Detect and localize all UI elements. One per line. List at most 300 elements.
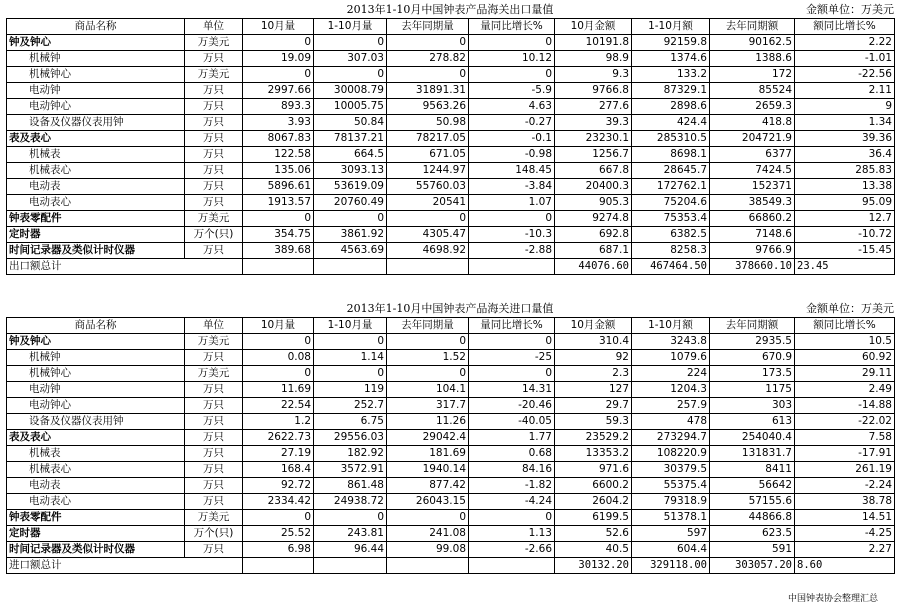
value-cell: 78137.21 <box>314 131 387 147</box>
value-cell: 3861.92 <box>314 227 387 243</box>
value-cell: 172762.1 <box>632 179 710 195</box>
value-cell: 38.78 <box>795 494 895 510</box>
value-cell: 22.54 <box>243 398 314 414</box>
item-unit: 万只 <box>185 99 243 115</box>
export-title-bar <box>0 2 900 18</box>
value-cell: 50.84 <box>314 115 387 131</box>
value-cell: 261.19 <box>795 462 895 478</box>
value-cell: 0 <box>387 67 469 83</box>
table-row <box>7 211 895 227</box>
value-cell: -2.88 <box>469 243 555 259</box>
value-cell: 317.7 <box>387 398 469 414</box>
value-cell: 9766.8 <box>555 83 632 99</box>
value-cell: 31891.31 <box>387 83 469 99</box>
value-cell: 0 <box>314 211 387 227</box>
column-header: 1-10月量 <box>314 318 387 334</box>
value-cell: 257.9 <box>632 398 710 414</box>
value-cell: 133.2 <box>632 67 710 83</box>
value-cell: 664.5 <box>314 147 387 163</box>
total-value: 329118.00 <box>632 558 710 574</box>
value-cell: 9 <box>795 99 895 115</box>
value-cell: 6.75 <box>314 414 387 430</box>
value-cell: 75353.4 <box>632 211 710 227</box>
column-header: 1-10月额 <box>632 19 710 35</box>
value-cell: 243.81 <box>314 526 387 542</box>
item-unit: 万美元 <box>185 334 243 350</box>
column-header: 10月金额 <box>555 19 632 35</box>
value-cell: 0 <box>314 510 387 526</box>
item-unit: 万个(只) <box>185 526 243 542</box>
value-cell: -14.88 <box>795 398 895 414</box>
item-name: 电动表心 <box>7 494 185 510</box>
value-cell: 122.58 <box>243 147 314 163</box>
table-row <box>7 350 895 366</box>
item-name: 机械表心 <box>7 163 185 179</box>
item-name: 机械钟 <box>7 51 185 67</box>
value-cell: 0 <box>243 35 314 51</box>
column-header: 去年同期量 <box>387 19 469 35</box>
value-cell: 84.16 <box>469 462 555 478</box>
item-name: 机械表 <box>7 147 185 163</box>
value-cell: 252.7 <box>314 398 387 414</box>
item-name: 电动表 <box>7 179 185 195</box>
item-name: 电动钟心 <box>7 99 185 115</box>
table-row <box>7 227 895 243</box>
value-cell: 13353.2 <box>555 446 632 462</box>
table-row <box>7 334 895 350</box>
value-cell: 2.27 <box>795 542 895 558</box>
value-cell: 877.42 <box>387 478 469 494</box>
table-row <box>7 163 895 179</box>
value-cell: 56642 <box>710 478 795 494</box>
value-cell: 7.58 <box>795 430 895 446</box>
value-cell: 273294.7 <box>632 430 710 446</box>
column-header: 去年同期额 <box>710 19 795 35</box>
value-cell: 95.09 <box>795 195 895 211</box>
table-row <box>7 243 895 259</box>
table-row <box>7 366 895 382</box>
value-cell: 0 <box>469 211 555 227</box>
value-cell: 10.12 <box>469 51 555 67</box>
value-cell: 2604.2 <box>555 494 632 510</box>
value-cell: -1.82 <box>469 478 555 494</box>
value-cell: 10.5 <box>795 334 895 350</box>
value-cell: 1913.57 <box>243 195 314 211</box>
value-cell: 44866.8 <box>710 510 795 526</box>
item-unit: 万只 <box>185 163 243 179</box>
value-cell: 51378.1 <box>632 510 710 526</box>
value-cell: 55375.4 <box>632 478 710 494</box>
empty-cell <box>314 259 387 275</box>
column-header: 单位 <box>185 19 243 35</box>
item-unit: 万只 <box>185 83 243 99</box>
value-cell: 9.3 <box>555 67 632 83</box>
value-cell: 108220.9 <box>632 446 710 462</box>
value-cell: -22.02 <box>795 414 895 430</box>
item-name: 表及表心 <box>7 430 185 446</box>
value-cell: 0 <box>387 35 469 51</box>
value-cell: 23529.2 <box>555 430 632 446</box>
value-cell: 285.83 <box>795 163 895 179</box>
value-cell: 0.08 <box>243 350 314 366</box>
total-row <box>7 259 895 275</box>
value-cell: 92 <box>555 350 632 366</box>
value-cell: 307.03 <box>314 51 387 67</box>
item-name: 机械钟心 <box>7 366 185 382</box>
item-unit: 万美元 <box>185 366 243 382</box>
value-cell: 6377 <box>710 147 795 163</box>
value-cell: 278.82 <box>387 51 469 67</box>
value-cell: 1204.3 <box>632 382 710 398</box>
value-cell: 11.26 <box>387 414 469 430</box>
value-cell: 1.14 <box>314 350 387 366</box>
value-cell: 104.1 <box>387 382 469 398</box>
item-unit: 万只 <box>185 195 243 211</box>
value-cell: 591 <box>710 542 795 558</box>
item-name: 钟表零配件 <box>7 510 185 526</box>
value-cell: -4.25 <box>795 526 895 542</box>
value-cell: -4.24 <box>469 494 555 510</box>
table-row <box>7 382 895 398</box>
value-cell: 8411 <box>710 462 795 478</box>
value-cell: -17.91 <box>795 446 895 462</box>
value-cell: 9766.9 <box>710 243 795 259</box>
value-cell: 181.69 <box>387 446 469 462</box>
value-cell: 971.6 <box>555 462 632 478</box>
value-cell: 39.3 <box>555 115 632 131</box>
column-header: 10月金额 <box>555 318 632 334</box>
value-cell: 6.98 <box>243 542 314 558</box>
value-cell: 87329.1 <box>632 83 710 99</box>
total-row <box>7 558 895 574</box>
item-name: 电动表心 <box>7 195 185 211</box>
total-label: 出口额总计 <box>7 259 243 275</box>
value-cell: 893.3 <box>243 99 314 115</box>
total-value: 467464.50 <box>632 259 710 275</box>
value-cell: 2.3 <box>555 366 632 382</box>
table-row <box>7 446 895 462</box>
item-name: 定时器 <box>7 526 185 542</box>
value-cell: 604.4 <box>632 542 710 558</box>
value-cell: -25 <box>469 350 555 366</box>
total-value: 23.45 <box>795 259 895 275</box>
table-row <box>7 51 895 67</box>
value-cell: 0 <box>243 67 314 83</box>
table-row <box>7 398 895 414</box>
value-cell: 303 <box>710 398 795 414</box>
total-label: 进口额总计 <box>7 558 243 574</box>
value-cell: 50.98 <box>387 115 469 131</box>
value-cell: 119 <box>314 382 387 398</box>
value-cell: 55760.03 <box>387 179 469 195</box>
item-unit: 万只 <box>185 494 243 510</box>
value-cell: 14.31 <box>469 382 555 398</box>
value-cell: -10.72 <box>795 227 895 243</box>
value-cell: 597 <box>632 526 710 542</box>
value-cell: 1079.6 <box>632 350 710 366</box>
value-cell: 0 <box>469 366 555 382</box>
value-cell: 0 <box>387 510 469 526</box>
value-cell: 98.9 <box>555 51 632 67</box>
item-unit: 万只 <box>185 446 243 462</box>
import-title: 2013年1-10月中国钟表产品海关进口量值 <box>346 302 554 315</box>
value-cell: 6600.2 <box>555 478 632 494</box>
value-cell: 1.52 <box>387 350 469 366</box>
item-name: 定时器 <box>7 227 185 243</box>
empty-cell <box>387 259 469 275</box>
value-cell: 148.45 <box>469 163 555 179</box>
value-cell: 905.3 <box>555 195 632 211</box>
item-name: 时间记录器及类似计时仪器 <box>7 542 185 558</box>
value-cell: 92.72 <box>243 478 314 494</box>
value-cell: 2997.66 <box>243 83 314 99</box>
value-cell: 127 <box>555 382 632 398</box>
value-cell: 29.7 <box>555 398 632 414</box>
item-unit: 万只 <box>185 382 243 398</box>
value-cell: 1.2 <box>243 414 314 430</box>
value-cell: 131831.7 <box>710 446 795 462</box>
value-cell: 3243.8 <box>632 334 710 350</box>
item-unit: 万美元 <box>185 211 243 227</box>
value-cell: 1256.7 <box>555 147 632 163</box>
value-cell: 182.92 <box>314 446 387 462</box>
value-cell: -20.46 <box>469 398 555 414</box>
value-cell: 23230.1 <box>555 131 632 147</box>
column-header: 额同比增长% <box>795 318 895 334</box>
value-cell: 172 <box>710 67 795 83</box>
value-cell: 424.4 <box>632 115 710 131</box>
value-cell: 20760.49 <box>314 195 387 211</box>
empty-cell <box>469 558 555 574</box>
value-cell: 2.49 <box>795 382 895 398</box>
table-row <box>7 494 895 510</box>
empty-cell <box>243 259 314 275</box>
item-name: 电动钟心 <box>7 398 185 414</box>
value-cell: 20541 <box>387 195 469 211</box>
value-cell: 11.69 <box>243 382 314 398</box>
value-cell: 26043.15 <box>387 494 469 510</box>
value-cell: 310.4 <box>555 334 632 350</box>
item-name: 机械钟 <box>7 350 185 366</box>
value-cell: 277.6 <box>555 99 632 115</box>
value-cell: -40.05 <box>469 414 555 430</box>
value-cell: 78217.05 <box>387 131 469 147</box>
value-cell: 3093.13 <box>314 163 387 179</box>
value-cell: 13.38 <box>795 179 895 195</box>
value-cell: 478 <box>632 414 710 430</box>
value-cell: 224 <box>632 366 710 382</box>
table-row <box>7 99 895 115</box>
value-cell: 1374.6 <box>632 51 710 67</box>
value-cell: 40.5 <box>555 542 632 558</box>
value-cell: -15.45 <box>795 243 895 259</box>
value-cell: 6382.5 <box>632 227 710 243</box>
column-header: 量同比增长% <box>469 318 555 334</box>
empty-cell <box>387 558 469 574</box>
item-name: 钟表零配件 <box>7 211 185 227</box>
value-cell: 5896.61 <box>243 179 314 195</box>
value-cell: 3.93 <box>243 115 314 131</box>
item-name: 电动表 <box>7 478 185 494</box>
table-row <box>7 414 895 430</box>
column-header: 单位 <box>185 318 243 334</box>
value-cell: 241.08 <box>387 526 469 542</box>
item-unit: 万只 <box>185 542 243 558</box>
column-header: 去年同期额 <box>710 318 795 334</box>
value-cell: 0 <box>243 211 314 227</box>
export-unit-label: 金额单位：万美元 <box>806 3 894 16</box>
import-unit-label: 金额单位：万美元 <box>806 302 894 315</box>
item-unit: 万只 <box>185 462 243 478</box>
empty-cell <box>314 558 387 574</box>
table-row <box>7 131 895 147</box>
item-name: 设备及仪器仪表用钟 <box>7 414 185 430</box>
value-cell: 1244.97 <box>387 163 469 179</box>
footer-note: 中国钟表协会整理汇总 <box>787 594 878 604</box>
value-cell: 418.8 <box>710 115 795 131</box>
value-cell: 2898.6 <box>632 99 710 115</box>
value-cell: 0 <box>469 67 555 83</box>
value-cell: 12.7 <box>795 211 895 227</box>
value-cell: 1388.6 <box>710 51 795 67</box>
column-header: 1-10月额 <box>632 318 710 334</box>
value-cell: 20400.3 <box>555 179 632 195</box>
value-cell: 0 <box>469 334 555 350</box>
value-cell: 0 <box>314 334 387 350</box>
value-cell: 24938.72 <box>314 494 387 510</box>
value-cell: 667.8 <box>555 163 632 179</box>
value-cell: 2659.3 <box>710 99 795 115</box>
value-cell: 254040.4 <box>710 430 795 446</box>
value-cell: 204721.9 <box>710 131 795 147</box>
value-cell: 10005.75 <box>314 99 387 115</box>
value-cell: -2.66 <box>469 542 555 558</box>
value-cell: 1.34 <box>795 115 895 131</box>
value-cell: 692.8 <box>555 227 632 243</box>
header-row <box>7 19 895 35</box>
column-header: 商品名称 <box>7 19 185 35</box>
value-cell: 613 <box>710 414 795 430</box>
table-row <box>7 430 895 446</box>
value-cell: 10191.8 <box>555 35 632 51</box>
value-cell: 0 <box>387 334 469 350</box>
value-cell: 28645.7 <box>632 163 710 179</box>
value-cell: 0 <box>243 366 314 382</box>
value-cell: 0 <box>469 510 555 526</box>
table-row <box>7 35 895 51</box>
value-cell: -0.27 <box>469 115 555 131</box>
item-name: 表及表心 <box>7 131 185 147</box>
item-name: 机械表 <box>7 446 185 462</box>
column-header: 10月量 <box>243 318 314 334</box>
value-cell: 6199.5 <box>555 510 632 526</box>
value-cell: 3572.91 <box>314 462 387 478</box>
column-header: 1-10月量 <box>314 19 387 35</box>
table-row <box>7 179 895 195</box>
total-value: 303057.20 <box>710 558 795 574</box>
value-cell: 29556.03 <box>314 430 387 446</box>
item-unit: 万只 <box>185 131 243 147</box>
value-cell: -2.24 <box>795 478 895 494</box>
value-cell: 1.13 <box>469 526 555 542</box>
value-cell: 30008.79 <box>314 83 387 99</box>
import-table <box>6 317 895 574</box>
column-header: 10月量 <box>243 19 314 35</box>
value-cell: 623.5 <box>710 526 795 542</box>
value-cell: -3.84 <box>469 179 555 195</box>
value-cell: 57155.6 <box>710 494 795 510</box>
value-cell: 75204.6 <box>632 195 710 211</box>
value-cell: 14.51 <box>795 510 895 526</box>
value-cell: 173.5 <box>710 366 795 382</box>
value-cell: 1940.14 <box>387 462 469 478</box>
column-header: 商品名称 <box>7 318 185 334</box>
item-unit: 万只 <box>185 51 243 67</box>
value-cell: 285310.5 <box>632 131 710 147</box>
value-cell: 66860.2 <box>710 211 795 227</box>
value-cell: 9563.26 <box>387 99 469 115</box>
item-name: 时间记录器及类似计时仪器 <box>7 243 185 259</box>
total-value: 30132.20 <box>555 558 632 574</box>
item-unit: 万只 <box>185 115 243 131</box>
value-cell: -1.01 <box>795 51 895 67</box>
item-name: 机械表心 <box>7 462 185 478</box>
item-unit: 万只 <box>185 179 243 195</box>
value-cell: 27.19 <box>243 446 314 462</box>
total-value: 44076.60 <box>555 259 632 275</box>
value-cell: 0 <box>314 67 387 83</box>
header-row <box>7 318 895 334</box>
item-unit: 万只 <box>185 478 243 494</box>
value-cell: 0 <box>387 211 469 227</box>
table-row <box>7 195 895 211</box>
value-cell: 2.22 <box>795 35 895 51</box>
value-cell: 25.52 <box>243 526 314 542</box>
value-cell: 29.11 <box>795 366 895 382</box>
value-cell: 7148.6 <box>710 227 795 243</box>
table-row <box>7 462 895 478</box>
value-cell: 670.9 <box>710 350 795 366</box>
value-cell: 8258.3 <box>632 243 710 259</box>
value-cell: 1.07 <box>469 195 555 211</box>
value-cell: 92159.8 <box>632 35 710 51</box>
value-cell: 152371 <box>710 179 795 195</box>
column-header: 额同比增长% <box>795 19 895 35</box>
value-cell: -5.9 <box>469 83 555 99</box>
item-name: 机械钟心 <box>7 67 185 83</box>
total-value: 8.60 <box>795 558 895 574</box>
value-cell: 99.08 <box>387 542 469 558</box>
empty-cell <box>469 259 555 275</box>
item-unit: 万只 <box>185 398 243 414</box>
value-cell: 354.75 <box>243 227 314 243</box>
export-table <box>6 18 895 275</box>
value-cell: 4563.69 <box>314 243 387 259</box>
item-name: 设备及仪器仪表用钟 <box>7 115 185 131</box>
value-cell: 2334.42 <box>243 494 314 510</box>
value-cell: 9274.8 <box>555 211 632 227</box>
value-cell: 1.77 <box>469 430 555 446</box>
value-cell: -0.98 <box>469 147 555 163</box>
column-header: 量同比增长% <box>469 19 555 35</box>
value-cell: -10.3 <box>469 227 555 243</box>
table-row <box>7 83 895 99</box>
value-cell: 671.05 <box>387 147 469 163</box>
value-cell: 59.3 <box>555 414 632 430</box>
value-cell: -22.56 <box>795 67 895 83</box>
value-cell: 861.48 <box>314 478 387 494</box>
item-name: 电动钟 <box>7 382 185 398</box>
